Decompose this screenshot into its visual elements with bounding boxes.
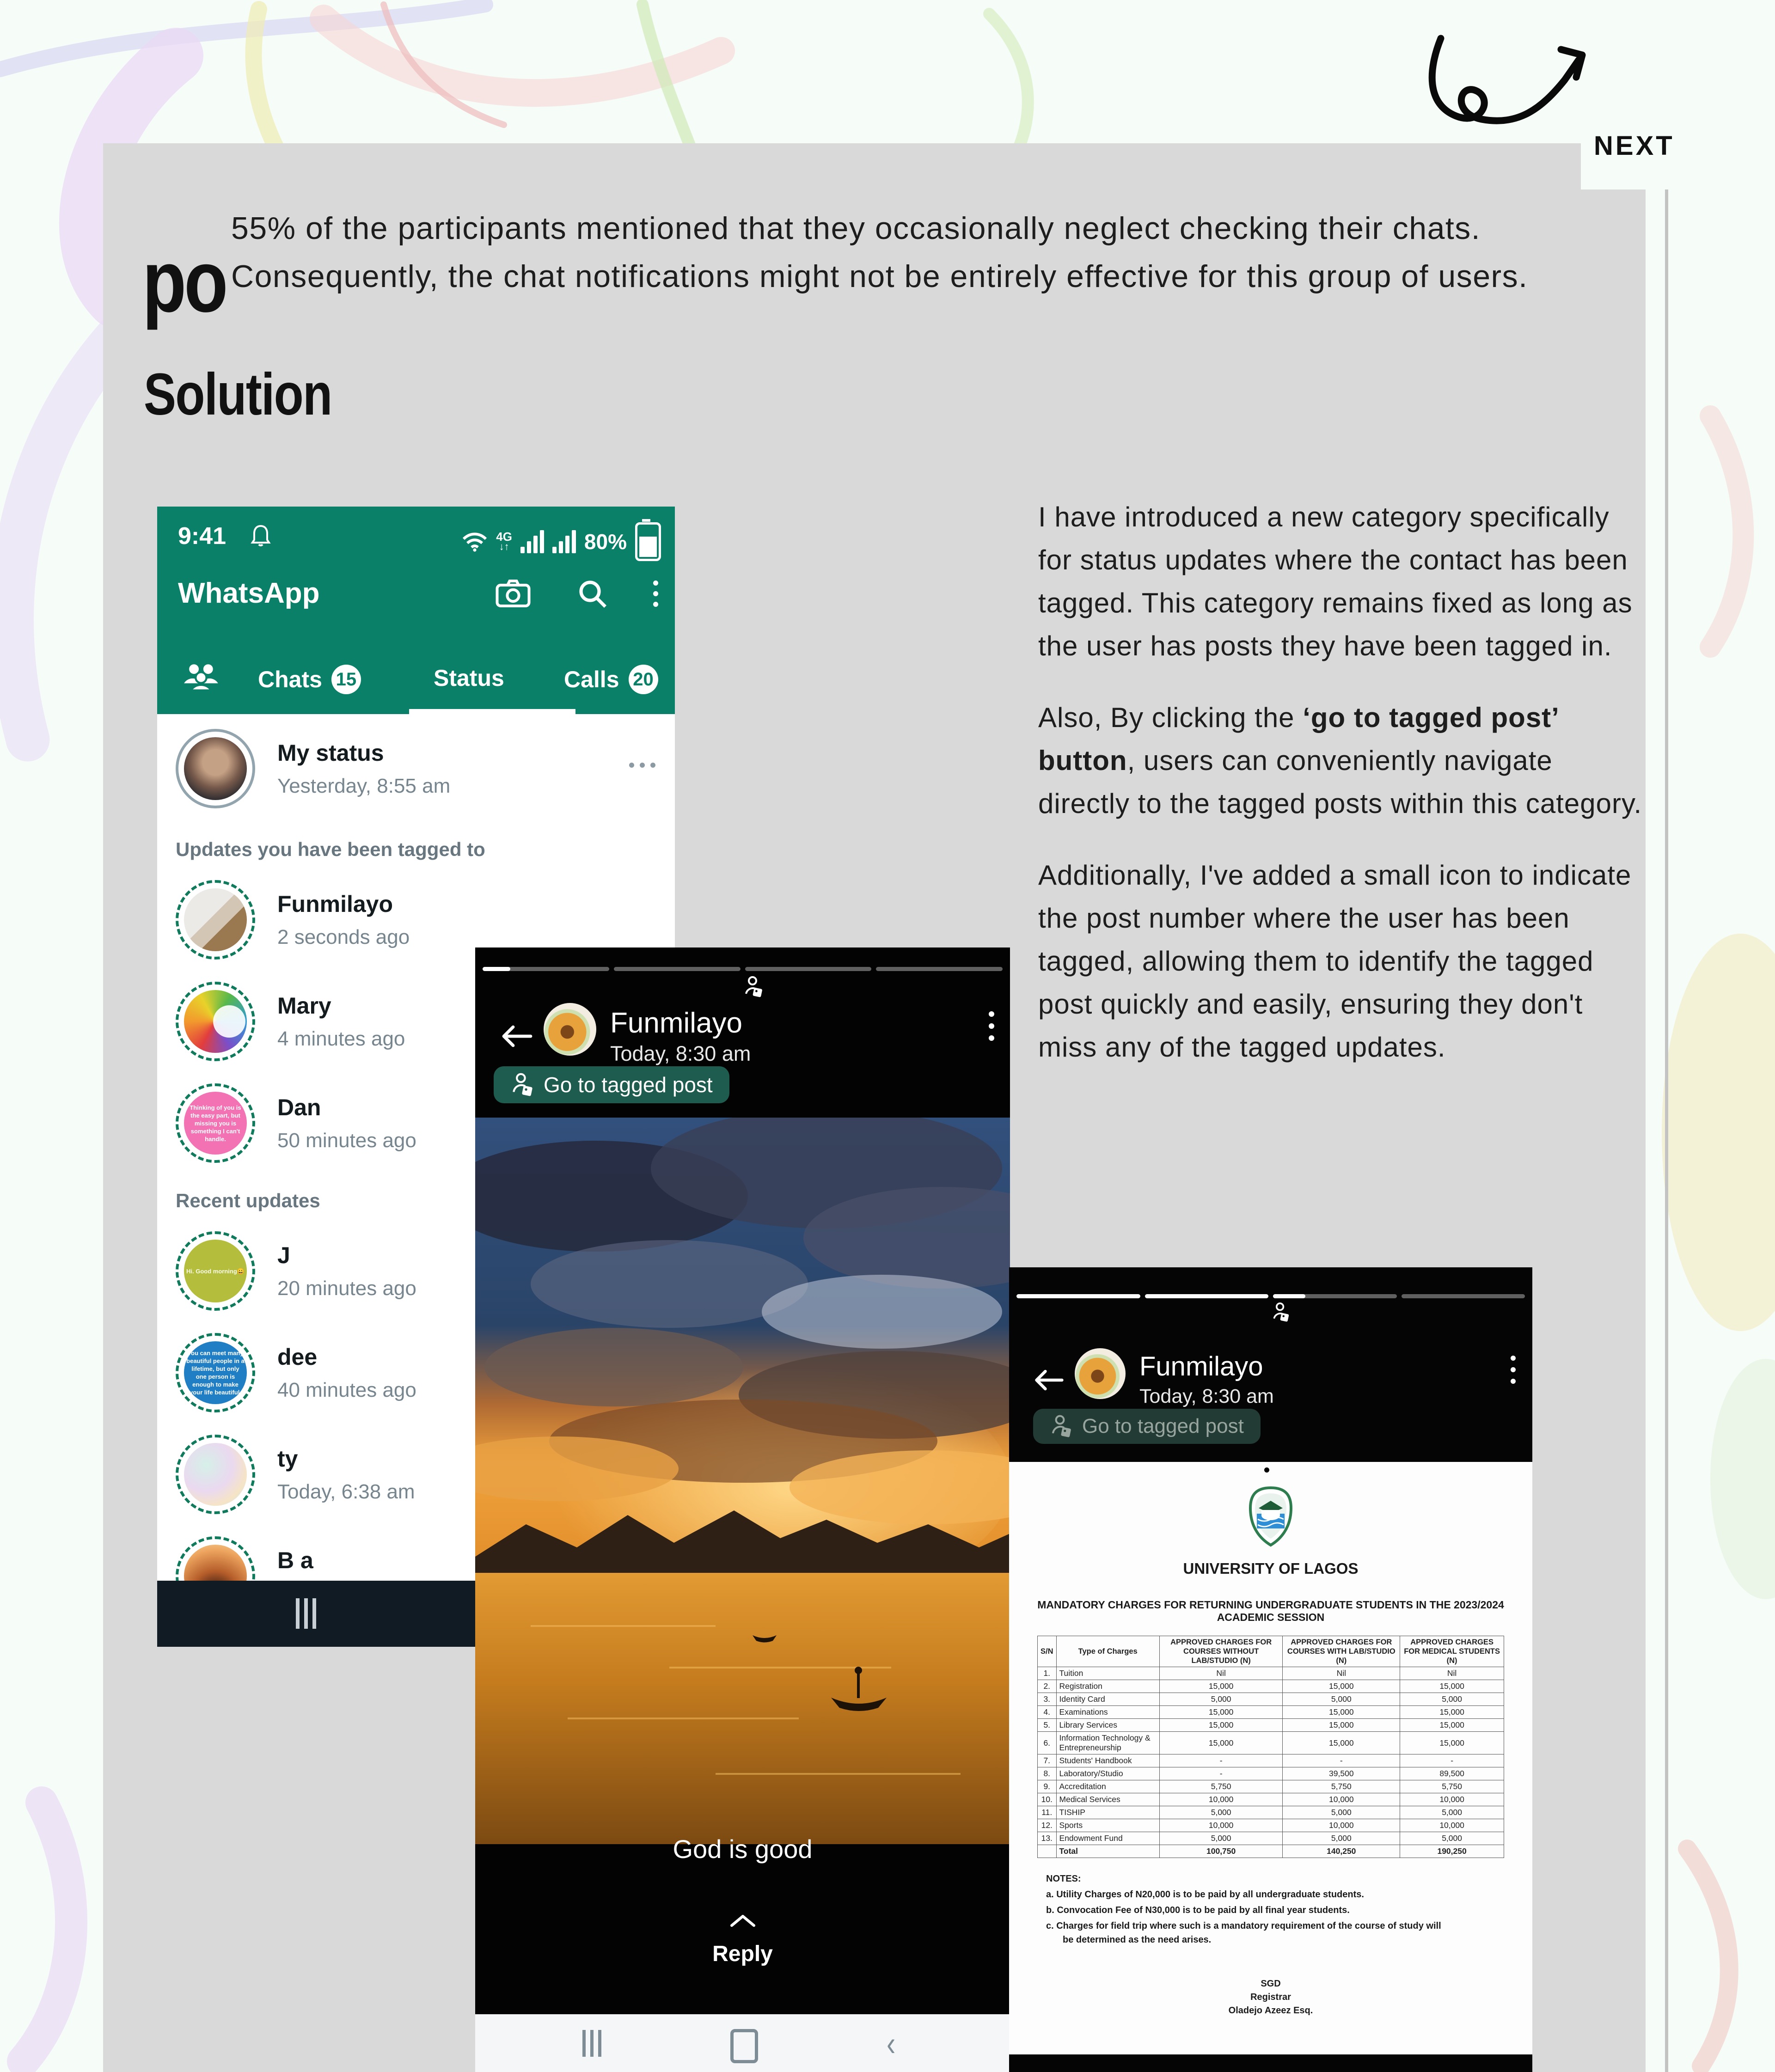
status-avatar-blue: You can meet many beautiful people in a lifetime, but only one person is enough to make your life beautiful.	[184, 1341, 247, 1404]
status-time: 20 minutes ago	[277, 1277, 416, 1300]
status-avatar-pink: Thinking of you is the easy part, but missing you is something I can't handle.	[184, 1092, 247, 1155]
tab-status[interactable]: Status	[434, 665, 504, 691]
fees-table-row: 10. Medical Services 10,000 10,000 10,000	[1038, 1793, 1504, 1806]
rationale-p1: I have introduced a new category specifically for status updates where the contact has been tagged. This category remains fixed as long as the user has posts they have been tagged in.	[1038, 501, 1633, 661]
tagged-document-story-screen	[1009, 1267, 1532, 2072]
fees-table-row: 2. Registration 15,000 15,000 15,000	[1038, 1680, 1504, 1693]
problem-side-word: po	[142, 232, 226, 330]
story-viewer-screen	[475, 947, 1010, 2072]
fees-table-row: 11. TISHIP 5,000 5,000 5,000	[1038, 1806, 1504, 1819]
university-name: UNIVERSITY OF LAGOS	[1183, 1560, 1359, 1577]
unilag-fees-document	[1009, 1462, 1532, 2054]
home-icon[interactable]	[730, 2029, 758, 2063]
tab-chats[interactable]: Chats 15	[258, 665, 361, 694]
status-ring	[176, 982, 255, 1061]
rationale-column	[1038, 495, 1644, 1097]
document-title: MANDATORY CHARGES FOR RETURNING UNDERGRADUATE STUDENTS IN THE 2023/2024 ACADEMIC SESSION	[1037, 1599, 1504, 1623]
notes-label: NOTES:	[1046, 1874, 1081, 1884]
card-edge-divider	[1665, 143, 1668, 2072]
next-label[interactable]: NEXT	[1594, 131, 1675, 161]
fees-table-row: 5. Library Services 15,000 15,000 15,000	[1038, 1719, 1504, 1732]
my-status-row[interactable]	[157, 714, 675, 823]
fees-table-body	[1038, 1667, 1504, 1858]
camera-icon[interactable]	[495, 578, 531, 609]
progress-seg-3	[745, 967, 872, 971]
story-progress-bar	[1016, 1294, 1525, 1298]
status-contact-name: B a	[277, 1547, 313, 1573]
problem-text: 55% of the participants mentioned that they occasionally neglect checking their chats. Consequently, the chat notifications might not be entirely effective for this group of users.	[231, 211, 1528, 294]
my-status-ring	[176, 729, 255, 808]
status-avatar-rainbow	[184, 990, 247, 1053]
signal-icon-1	[520, 530, 544, 553]
status-avatar-pastel	[184, 1443, 247, 1506]
status-time: Today, 6:38 am	[277, 1480, 415, 1503]
status-time: 40 minutes ago	[277, 1379, 416, 1401]
story-progress-bar	[483, 967, 1003, 971]
chevron-up-icon[interactable]	[730, 1913, 756, 1927]
progress-seg-1	[483, 967, 609, 971]
fees-table-row: 9. Accreditation 5,750 5,750 5,750	[1038, 1780, 1504, 1793]
recents-icon[interactable]	[582, 2030, 601, 2057]
fees-table-row: 6. Information Technology & Entrepreneurship 15,000 15,000 15,000	[1038, 1732, 1504, 1754]
go-to-tagged-post-button-disabled[interactable]: Go to tagged post	[1033, 1409, 1261, 1444]
network-4g-label: 4G ↓↑	[496, 530, 512, 552]
fees-table-row: 3. Identity Card 5,000 5,000 5,000	[1038, 1693, 1504, 1706]
battery-percent: 80%	[584, 530, 627, 554]
tagged-post-marker-icon	[1271, 1302, 1292, 1326]
fees-table-head: S/N Type of Charges APPROVED CHARGES FOR COURSES WITHOUT LAB/STUDIO (N) APPROVED CHARGES FOR COURSES WITH LAB/STUDIO (N) APPROVED CHARGES FOR MEDICAL STUDENTS (N)	[1038, 1636, 1504, 1667]
status-contact-name: Funmilayo	[277, 891, 393, 917]
battery-icon	[635, 522, 661, 561]
tagged-section-label: Updates you have been tagged to	[176, 838, 485, 860]
status-contact-name: Dan	[277, 1094, 321, 1120]
recent-section-label: Recent updates	[176, 1190, 320, 1211]
story-time: Today, 8:30 am	[1139, 1385, 1274, 1407]
story-menu-icon[interactable]	[989, 1011, 994, 1041]
notes-items: a. Utility Charges of N20,000 is to be paid by all undergraduate students. b. Convocation Fee of N30,000 is to be paid by all final year students. c. Charges for field trip where such is a mandatory requirement of the course of study will be determined as the need arises.	[1046, 1889, 1441, 1945]
search-icon[interactable]	[575, 577, 609, 610]
app-title: WhatsApp	[178, 577, 320, 609]
fees-table-row: 1. Tuition Nil Nil Nil	[1038, 1667, 1504, 1680]
tagged-post-bold: ‘go to tagged post’ button	[1038, 702, 1558, 776]
active-tab-indicator	[409, 709, 575, 714]
solution-heading: Solution	[144, 361, 332, 428]
go-to-tagged-post-button[interactable]: Go to tagged post	[494, 1066, 729, 1103]
tagged-post-marker-icon	[742, 975, 764, 999]
status-bar	[178, 520, 661, 552]
rationale-p2: Also, By clicking the ‘go to tagged post’ button, users can conveniently navigate directly to the tagged posts within this category.	[1038, 702, 1642, 819]
status-time: 50 minutes ago	[277, 1129, 416, 1152]
progress-seg-4	[1402, 1294, 1525, 1298]
fees-table-row: 7. Students' Handbook - - -	[1038, 1754, 1504, 1767]
status-avatar-blocks	[184, 888, 247, 951]
story-menu-icon[interactable]	[1511, 1356, 1516, 1384]
status-ring	[176, 1083, 255, 1163]
status-contact-name: Mary	[277, 993, 331, 1019]
story-time: Today, 8:30 am	[610, 1042, 751, 1065]
wifi-icon	[462, 532, 488, 552]
status-time: 2 seconds ago	[277, 926, 410, 948]
chats-badge: 15	[331, 665, 361, 694]
menu-kebab-icon[interactable]	[653, 581, 658, 607]
back-arrow-icon[interactable]	[1032, 1367, 1065, 1394]
communities-icon[interactable]	[181, 660, 224, 692]
my-status-name: My status	[277, 740, 384, 766]
my-status-menu-icon[interactable]	[629, 763, 655, 768]
bell-icon	[250, 523, 272, 549]
my-status-avatar	[184, 737, 247, 800]
status-ring	[176, 880, 255, 960]
story-avatar	[1075, 1348, 1126, 1399]
tab-bar	[157, 642, 675, 714]
fees-table-row: 8. Laboratory/Studio - 39,500 89,500	[1038, 1767, 1504, 1780]
my-status-time: Yesterday, 8:55 am	[277, 774, 451, 797]
status-avatar-olive: Hi. Good morning😀	[184, 1240, 247, 1302]
whatsapp-header	[157, 507, 675, 714]
back-arrow-icon[interactable]	[499, 1022, 534, 1050]
fees-table-row: 12. Sports 10,000 10,000 10,000	[1038, 1819, 1504, 1832]
status-ring	[176, 1435, 255, 1514]
story-phone-navbar	[475, 2014, 1010, 2072]
status-time: 4 minutes ago	[277, 1027, 405, 1050]
next-arrow-doodle[interactable]	[1412, 25, 1595, 141]
back-icon[interactable]: ‹	[887, 2024, 896, 2063]
clock: 9:41	[178, 523, 226, 550]
fees-table-row: 4. Examinations 15,000 15,000 15,000	[1038, 1706, 1504, 1719]
calls-badge: 20	[629, 665, 658, 694]
status-contact-name: J	[277, 1242, 290, 1268]
signal-icon-2	[552, 530, 576, 553]
document-dot	[1264, 1467, 1269, 1473]
unilag-crest	[1243, 1486, 1298, 1547]
story-contact-name: Funmilayo	[610, 1007, 742, 1039]
status-contact-name: dee	[277, 1344, 318, 1370]
story-contact-name: Funmilayo	[1139, 1351, 1263, 1381]
reply-label[interactable]: Reply	[712, 1942, 773, 1966]
tab-calls[interactable]: Calls 20	[564, 665, 658, 694]
signature-block: SGD Registrar Oladejo Azeez Esq.	[1228, 1979, 1313, 2016]
progress-seg-1	[1016, 1294, 1140, 1298]
rationale-p3: Additionally, I've added a small icon to indicate the post number where the user has been tagged, allowing them to identify the tagged post quickly and easily, ensuring they don't miss any of the tagged updates.	[1038, 860, 1632, 1063]
progress-seg-3	[1273, 1294, 1397, 1298]
notes-section	[1046, 1872, 1453, 1947]
progress-seg-2	[614, 967, 741, 971]
recents-icon[interactable]	[296, 1598, 316, 1629]
fees-table-row: 13. Endowment Fund 5,000 5,000 5,000	[1038, 1832, 1504, 1845]
progress-seg-2	[1145, 1294, 1269, 1298]
status-caption: God is good	[673, 1834, 813, 1864]
status-ring	[176, 1231, 255, 1311]
fees-table	[1037, 1636, 1504, 1858]
fees-table-row: Total 100,750 140,250 190,250	[1038, 1845, 1504, 1858]
status-ring	[176, 1333, 255, 1412]
story-avatar	[544, 1003, 596, 1056]
progress-seg-4	[876, 967, 1003, 971]
sunset-status-photo	[475, 1118, 1010, 1844]
status-contact-name: ty	[277, 1446, 298, 1472]
